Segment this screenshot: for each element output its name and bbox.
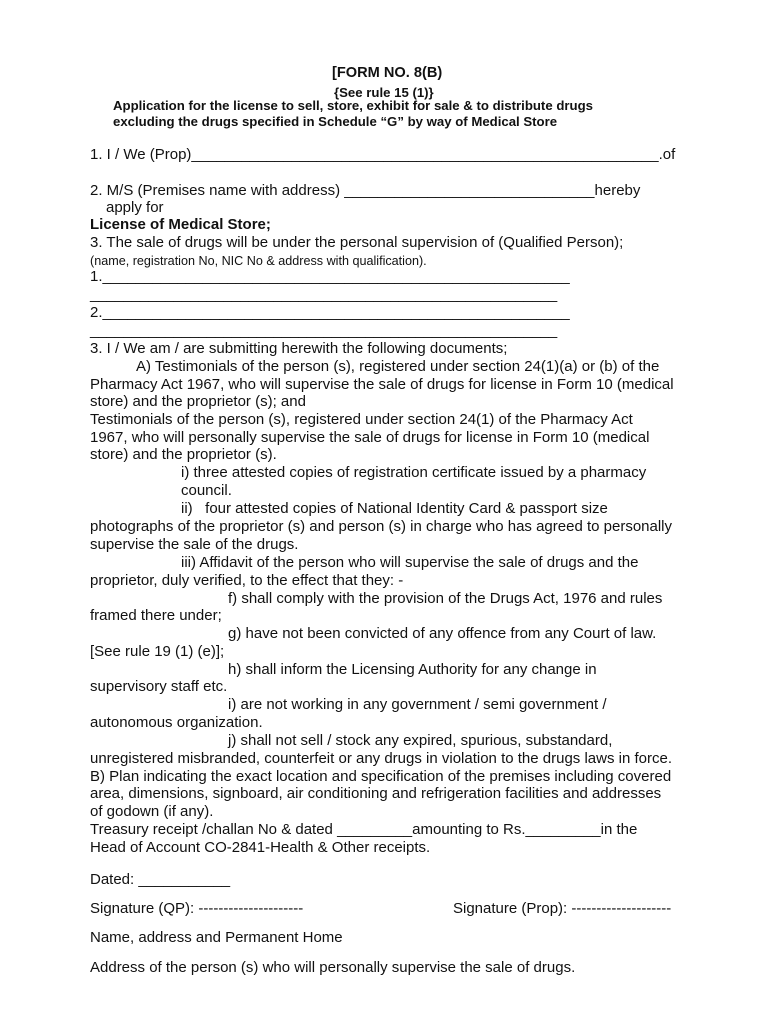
clause-g-line-2: [See rule 19 (1) (e)]; [90,643,225,660]
testimonials-a-line-2: Pharmacy Act 1967, who will supervise the sale of drugs for license in Form 10 (medical [90,376,674,393]
clause-j-line-2: unregistered misbranded, counterfeit or any drugs in violation to the drugs laws in force. [90,750,672,767]
clause-h-line-2: supervisory staff etc. [90,678,228,695]
dated-field: Dated: ___________ [90,871,231,888]
documents-heading: 3. I / We am / are submitting herewith the following documents; [90,340,508,357]
item-i-line-2: council. [181,482,232,499]
testimonials-a-line-3: store) and the proprietor (s); and [90,393,306,410]
premises-line-cont: apply for [106,199,164,216]
qualified-person-1-line-1: 1.________________________________________________________ [90,268,570,285]
form-subtitle-line-2: excluding the drugs specified in Schedule “G” by way of Medical Store [113,114,558,129]
clause-g-line-1: g) have not been convicted of any offence from any Court of law. [228,625,657,642]
item-i-line-1: i) three attested copies of registration certificate issued by a pharmacy [181,464,647,481]
testimonials-line-1: Testimonials of the person (s), registered under section 24(1) of the Pharmacy Act [90,411,633,428]
signature-qp: Signature (QP): --------------------- [90,900,304,917]
testimonials-line-2: 1967, who will personally supervise the sale of drugs for license in Form 10 (medical [90,429,650,446]
plan-line-2: area, dimensions, signboard, air conditioning and refrigeration facilities and addresses [90,785,662,802]
form-rule: {See rule 15 (1)} [334,85,434,100]
supervisor-address-label: Address of the person (s) who will personally supervise the sale of drugs. [90,959,576,976]
form-subtitle-line-1: Application for the license to sell, store, exhibit for sale & to distribute drugs [113,98,593,113]
item-ii-line-1: ii) four attested copies of National Identity Card & passport size [181,500,608,517]
testimonials-a-line-1: A) Testimonials of the person (s), registered under section 24(1)(a) or (b) of the [136,358,660,375]
supervision-note: (name, registration No, NIC No & address with qualification). [90,254,427,268]
applicant-line: 1. I / We (Prop)________________________________________________________.of [90,146,676,163]
clause-h-line-1: h) shall inform the Licensing Authority for any change in [228,661,597,678]
qualified-person-2-line-2: ________________________________________________________ [90,322,558,339]
item-ii-line-2: photographs of the proprietor (s) and person (s) in charge who has agreed to personally [90,518,673,535]
treasury-receipt-line-2: Head of Account CO-2841-Health & Other receipts. [90,839,431,856]
clause-i-line-2: autonomous organization. [90,714,263,731]
item-iii-line-2: proprietor, duly verified, to the effect that they: - [90,572,404,589]
clause-f-line-1: f) shall comply with the provision of the Drugs Act, 1976 and rules [228,590,663,607]
item-ii-line-3: supervise the sale of the drugs. [90,536,299,553]
supervision-line: 3. The sale of drugs will be under the personal supervision of (Qualified Person); [90,234,624,251]
premises-line: 2. M/S (Premises name with address) ______________________________hereby [90,182,641,199]
plan-line-3: of godown (if any). [90,803,214,820]
license-heading: License of Medical Store; [90,216,271,233]
item-iii-line-1: iii) Affidavit of the person who will supervise the sale of drugs and the [181,554,639,571]
treasury-receipt-line-1: Treasury receipt /challan No & dated _________amounting to Rs._________in the [90,821,638,838]
plan-line-1: B) Plan indicating the exact location and specification of the premises including covered [90,768,672,785]
signature-prop: Signature (Prop): -------------------- [453,900,672,917]
clause-f-line-2: framed there under; [90,607,222,624]
clause-j-line-1: j) shall not sell / stock any expired, spurious, substandard, [228,732,613,749]
form-title: [FORM NO. 8(B) [332,65,443,81]
qualified-person-1-line-2: ________________________________________________________ [90,286,558,303]
clause-i-line-1: i) are not working in any government / semi government / [228,696,607,713]
name-address-label: Name, address and Permanent Home [90,929,343,946]
qualified-person-2-line-1: 2.________________________________________________________ [90,304,570,321]
testimonials-line-3: store) and the proprietor (s). [90,446,277,463]
